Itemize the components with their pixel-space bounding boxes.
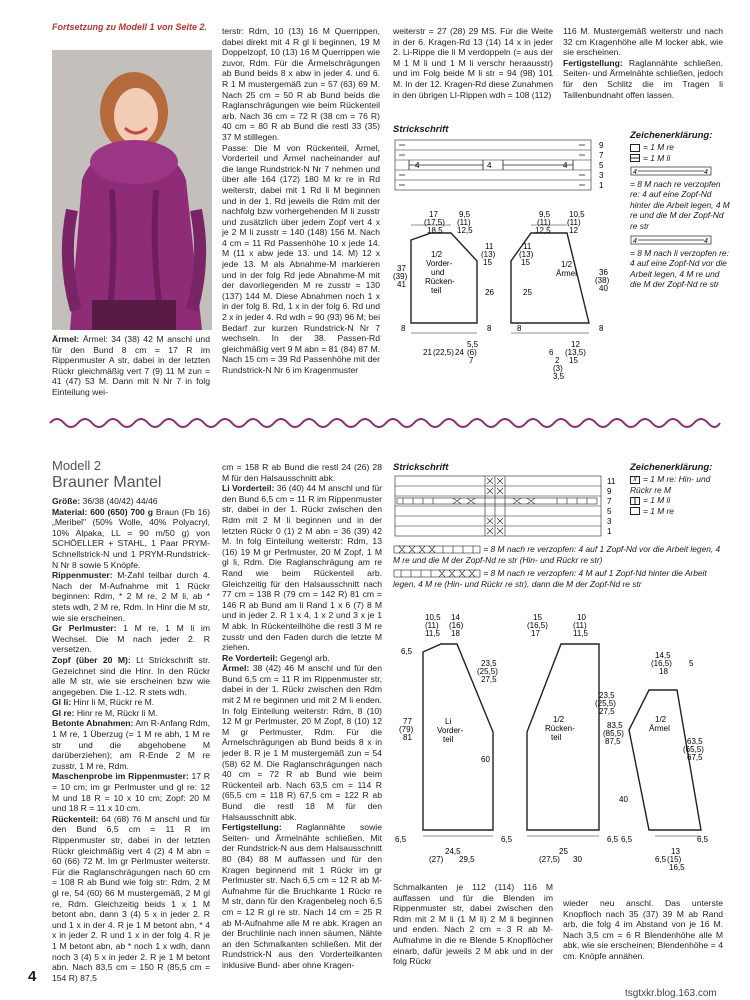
dim: 6,5 [395, 835, 407, 844]
dim: 63,5 [687, 737, 703, 746]
dim: (16,5) [527, 621, 548, 630]
model-photo [52, 50, 212, 330]
dim: 5,5 [467, 340, 479, 349]
paragraph-text: cm = 158 R ab Bund die restl 24 (26) 28 M für den Halsausschnitt abk. [222, 462, 382, 483]
dim: (85,5) [603, 729, 624, 738]
legend-label: = 1 M li [643, 152, 671, 163]
dim: (22,5) [433, 348, 454, 357]
dim: (25,5) [595, 699, 616, 708]
dim: 10 [577, 613, 586, 622]
paragraph-text: Hinr li M, Rückr re M. [71, 697, 155, 708]
paragraph-text: 36 (40) 44 M anschl und für den Bund 6,5 cm = 11 R im Rippenmuster str, dabei in der 1. Rückr zwischen den Rdm mit 2 M li beginnen und in der letzten Rückr 0 (1) 2 M abn = 36 (39) 42 M. In folg Einteilung weiterstr: Rdm, 13 (16) 19 M gr Perlmuster, 20 M Zopf, 1 M gl li, Rdm. Die Raglanschrägung am re Rand wie beim Rückenteil arb. Gleichzeitig für den Halsausschnitt nach 77 cm = 138 R (79 cm = 142 R) 81 cm = 146 R ab Bund am li Rand 1 x 6 (7) 8 M und in jeder 2. R 1 x 4, 1 x 2 und 3 x je 1 M abk. In Rückenteilhöhe die restl 3 M re zusstr und den Faden durch die letzte M ziehen. [222, 483, 382, 653]
dim: 7 [469, 356, 474, 365]
paragraph-text: M-Zahl teilbar durch 4. Nach der M-Aufnahme mit 1 Rückr beginnen: Rdm, * 2 M re, 2 M li, ab * stets wdh, 2 M re, Rdm. In Hinr die M str, wie sie erscheinen. [52, 570, 210, 623]
knit-symbol [630, 507, 640, 515]
paragraph-label: Ärmel: [222, 663, 250, 674]
dim: 8 [517, 324, 522, 333]
model2-col3-p: Schmalkanten je 112 (114) 116 M auffassen und für die Blenden im Rippenmuster str, dabei zwischen den Rdm mit 2 M li (1 M li) 2 M li beginnen und enden. Nach 2 cm = 3 R ab M-Aufnahme in die re Blende 5 Knopflöcher einarb, dafür jeweils 2 M abk und in der folg Rückr [393, 882, 553, 967]
zeichen1-legend [630, 142, 730, 290]
legend-label: = 1 M re [643, 142, 674, 152]
paragraph-text: 1 M re, 1 M li im Wechsel. Die M nach jeder 2. R versetzen. [52, 623, 210, 655]
model1-col4-p2 [563, 58, 723, 100]
paragraph [52, 814, 210, 984]
model2-col4-bottom [563, 898, 723, 962]
piece-label: 1/2 [561, 260, 573, 269]
paragraph-text: Hinr re M, Rückr li M. [74, 707, 158, 718]
dim: 10,5 [425, 613, 441, 622]
schematic2 [393, 610, 723, 872]
model1-col2 [222, 26, 380, 376]
dim: 25 [559, 847, 568, 856]
dim: 23,5 [599, 691, 615, 700]
legend-item [630, 142, 730, 153]
paragraph [222, 653, 382, 664]
model1-sleeve-text [52, 334, 210, 398]
row-number: 5 [599, 161, 604, 170]
paragraph-text: 36/38 (40/42) 44/46 [80, 496, 158, 506]
dim: (25,5) [477, 667, 498, 676]
dim: 11 [523, 242, 532, 251]
paragraph-text: 64 (68) 76 M anschl und für den Bund 6,5 cm = 11 R im Rippenmuster str, dabei in der letzten Rückr gleichmäßig vert 4 (2) 4 M abn = 60 (66) 72 M. Im gr Perlmuster weiterstr. Für die Raglanschrägungen nach 60 cm = 108 R ab Bund wie folg str: Rdm, 2 M gl re, 54 (60) 66 M mustergemäß, 2 M gl re, Rdm. Gleichzeitig beids 1 x 1 M betont abn, dann 3 (4) 5 x in jeder 2. R und 1 x in der 4. R je 1 M betont abn, * 4 x in jeder 2. R und 1 x in der folg 4. R je 1 M betont abn, ab * noch 1 x wdh, dann noch 3 (4) 5 x in jeder 2. R je 1 M betont abn. Nach 83,5 cm = 150 R (85,5 cm = 154 R) 87,5 [52, 813, 210, 983]
row-number: 7 [607, 497, 612, 506]
paragraph-label: Maschenprobe im Rippenmuster: [52, 771, 189, 782]
dim: 6,5 [655, 855, 667, 864]
strickschrift1-title: Strickschrift [393, 124, 449, 135]
dim: 12 [569, 226, 578, 235]
dim: 81 [403, 733, 412, 742]
purl-symbol [630, 154, 640, 162]
dim: 21 [423, 348, 432, 357]
paragraph-label: Zopf (über 20 M): [52, 654, 131, 665]
paragraph-text: Raglannähte sowie Seiten- und Ärmelnähte schließen. Mit der Rundstrick-N aus dem Halsausschnitt 80 (84) 88 M auffassen und für den Kragen beginnend mit 1 Rückr im gr Perlmuster str. Nach 6,5 cm = 12 R ab M-Aufnahme für die Bruchkante 1 Rückr re M str, dann für den Kragenbeleg noch 6,5 cm = 12 R gl re str. Nach 14 cm = 25 R ab M-Aufnahme alle M re abk. Kragen an der Bruchlinie nach innen säumen, Nähte an den Schmalkanten schließen. Mit der Rundstrick-N aus den Vorderteilkanten inklusive Bund- aber ohne Kragen- [222, 822, 382, 970]
dim: 6 [549, 348, 554, 357]
dim: 40 [599, 284, 608, 293]
piece-label: 1/2 [553, 715, 565, 724]
row-number: 9 [599, 141, 604, 150]
dim: 41 [397, 280, 406, 289]
dim: 12 [571, 340, 580, 349]
paragraph-label: Gl li: [52, 697, 72, 708]
paragraph-text: Gegengl arb. [277, 652, 330, 663]
dim: 40 [619, 795, 628, 804]
piece-label: Rücken- [425, 277, 455, 286]
row-number: 5 [607, 507, 612, 516]
label: Ärmel: [52, 334, 80, 344]
dim: (27) [429, 855, 444, 864]
dim: 13 [671, 847, 680, 856]
paragraph-label: Fertigstellung: [222, 822, 282, 833]
dim: 87,5 [605, 737, 621, 746]
row-number: 1 [599, 181, 604, 190]
piece-label: Rücken- [545, 724, 575, 733]
dim: (16) [449, 621, 464, 630]
dim: (17,5) [424, 218, 445, 227]
model1-col2-p2 [222, 143, 380, 376]
legend-item [630, 495, 730, 506]
dim: (11) [457, 218, 471, 227]
paragraph-label: Größe: [52, 496, 81, 506]
paragraph [52, 708, 210, 719]
page-number: 4 [28, 968, 37, 985]
dim: (11) [425, 621, 439, 630]
dim: 15 [521, 258, 530, 267]
dim: 9,5 [539, 210, 551, 219]
dim: 8 [599, 324, 604, 333]
dim: 12,5 [535, 226, 551, 235]
piece-label: teil [551, 733, 562, 742]
model1-col4 [563, 26, 723, 100]
dim: (39) [393, 272, 408, 281]
cable-num: 4 [704, 238, 708, 245]
model1-col4-p: 116 M. Mustergemäß weiterstr und nach 32 cm Kragenhöhe alle M locker abk, wie sie erscheinen. [563, 26, 723, 58]
paragraph [222, 663, 382, 822]
zeichen1-title: Zeichenerklärung: [630, 130, 713, 141]
piece-label: 1/2 [655, 715, 667, 724]
dim: 15 [483, 258, 492, 267]
model2-col2 [222, 462, 382, 971]
dim: 67,5 [687, 753, 703, 762]
dim: (13,5) [565, 348, 586, 357]
model1-col3 [393, 26, 553, 100]
cable1-desc: = 8 M nach re verzopfen: 4 auf 1 Zopf-Nd vor die Arbeit legen, 4 M re und die M der Zopf-Nd re str (Hin- und Rückr re str) [393, 544, 721, 565]
zeichen2-legend [630, 474, 730, 516]
dim: 6,5 [401, 647, 413, 656]
legend-item [630, 506, 730, 517]
row-number: 3 [607, 517, 612, 526]
dim: 10,5 [569, 210, 585, 219]
dim: 83,5 [607, 721, 623, 730]
piece-label: Ärmel [649, 724, 670, 733]
piece-label: Li [445, 717, 452, 726]
dim: (11) [567, 218, 581, 227]
dim: 8 [401, 324, 406, 333]
dim: (3) [553, 364, 563, 373]
continued-note: Fortsetzung zu Modell 1 von Seite 2. [52, 22, 208, 32]
dim: 14,5 [655, 651, 671, 660]
dim: 14 [451, 613, 460, 622]
cable-symbol [393, 545, 481, 554]
dim: 17 [429, 210, 438, 219]
dim: 12,5 [457, 226, 473, 235]
cable1-desc: = 8 M nach re verzopfen re: 4 auf eine Zopf-Nd hinter die Arbeit legen, 4 M re und die M der Zopf-Nd re str [630, 178, 730, 231]
dim: 18 [659, 667, 668, 676]
dim: 25 [523, 288, 532, 297]
purl-symbol [630, 497, 640, 505]
model1-col1: Ärmel: 34 (38) 42 M anschl und für den Bund 8 cm = 17 R im Rippenmuster A str, dabei in der letzten Rückr gleichmäßig vert 7 (9) 11 M zun = 41 (47) 53 M. Dann mit N Nr 7 in folg Einteilung wei- [52, 334, 210, 397]
paragraph [52, 771, 210, 813]
model2-label: Modell 2 [52, 458, 102, 473]
paragraph-label: Re Vorderteil: [222, 652, 278, 663]
dim: 37 [397, 264, 406, 273]
dim: (13) [481, 250, 496, 259]
row-number: 1 [607, 527, 612, 536]
paragraph [52, 718, 210, 771]
row-number: 9 [607, 487, 612, 496]
piece-label: teil [443, 735, 454, 744]
dim: 6,5 [697, 835, 709, 844]
dim: 29,5 [459, 855, 475, 864]
dim: 6,5 [621, 835, 633, 844]
piece-label: Ärmel [556, 269, 577, 278]
dim: (79) [399, 725, 414, 734]
paragraph [52, 623, 210, 655]
cable-symbol [630, 235, 730, 248]
dim: 6,5 [607, 835, 619, 844]
dim: 30 [573, 855, 582, 864]
paragraph [52, 697, 210, 708]
dim: 27,5 [599, 707, 615, 716]
cable-num: 4 [633, 169, 637, 176]
finishing-label: Fertigstellung: [563, 57, 623, 68]
wave-divider [50, 413, 720, 433]
dim: (27,5) [539, 855, 560, 864]
strickschrift2-legend [393, 544, 723, 589]
paragraph [52, 496, 210, 507]
cable2-desc: = 8 M nach li verzopfen re: 4 auf eine Zopf-Nd vor die Arbeit legen, 4 M re und die M der Zopf-Nd re str [630, 247, 729, 289]
dim: 2 [555, 356, 560, 365]
paragraph-text: Lt Strickschrift str. Gezeichnet sind die Hinr. In den Rückr alle M str, wie sie erscheinen bzw wie angegeben. Die 1.-12. R stets wdh. [52, 654, 210, 697]
paragraph [222, 822, 382, 970]
strickschrift1-chart [393, 138, 618, 194]
schematic1 [393, 205, 623, 390]
piece-label: und [431, 268, 445, 277]
dim: 18,5 [427, 226, 443, 235]
paragraph [52, 655, 210, 697]
legend-label: = 1 M re [643, 505, 674, 516]
paragraph [222, 483, 382, 653]
model1-col2b: Passe: Die M von Rückenteil, Ärmel, Vorderteil und Ärmel nacheinander auf die lange Rundstrick-N Nr 7 nehmen und über alle 164 (172) 180 M kr re in Rd weiterstr, dabei mit 1 Rd li M beginnen und in der 1. Rd jeweils die Rdm mit der nachfolg bzw vorhergehenden M li zusstr und zusätzlich über jedem Zopf vert 4 x je 2 M li zusstr = 140 (148) 156 M. Nach 4 cm = 11 Rd Passenhöhe 10 x jede 14. M (11 x abw jede 13. und 14. M) 12 x jede 13. M als Abnahme-M markieren und in der folg Rd jede Abnahme-M mit der davorliegenden M re zusstr = 130 (137) 144 M. Diese Abnahmen noch 1 x in der folg 8. Rd, 1 x in der folg 6. Rd und 2 x in jeder 4. Rd wdh = 90 (93) 96 M; bei Bedarf zur kurzen Rundstrick-N Nr 7 wechseln. In der 38. Passen-Rd gleichmäßig vert 9 M abn = 81 (84) 87 M. Nach 15 cm = 39 Rd Passenhöhe mit der Rundstrick-N Nr 6 im Kragenmuster [222, 142, 380, 375]
piece-label: teil [431, 286, 442, 295]
dim: 5 [689, 659, 694, 668]
dim: (38) [595, 276, 610, 285]
paragraph-label: Li Vorderteil: [222, 483, 275, 494]
model1-col3-p: weiterstr = 27 (28) 29 MS. Für die Weite in der 6. Kragen-Rd 13 (14) 14 x in jeder 2. Li-Rippe die li M verdoppeln (= aus der M 1 M li und 1 M li verschr heraausstr) und im Folg beide M li str = 94 (98) 101 M. In der 12. Kragen-Rd diese Zunahmen in den übrigen LI-Rippen wdh = 108 (112) [393, 26, 553, 100]
paragraph-label: Material: 600 (650) 700 g [52, 506, 153, 517]
legend-item [630, 474, 730, 495]
dim: 24 [455, 348, 464, 357]
piece-label: Vorder- [426, 259, 453, 268]
dim: 15 [569, 356, 578, 365]
legend-label: = 1 M li [643, 495, 671, 505]
cable-symbol [393, 569, 481, 578]
model2-col4-p: wieder neu anschl. Das unterste Knopfloch nach 35 (37) 39 M ab Rand arb, die folg 4 im Abstand von je 16 M. Nach 3,5 cm = 6 R Blendenhöhe alle M abk, wie sie erscheinen; Blendenhöhe = 4 cm. Knöpfe annähen. [563, 898, 723, 961]
cable-number: 4 [487, 161, 492, 170]
dim: 8 [487, 324, 492, 333]
dim: 77 [403, 717, 412, 726]
paragraph-label: Gr Perlmuster: [52, 623, 117, 634]
dim: 18 [451, 629, 460, 638]
cable-number: 4 [415, 161, 420, 170]
paragraph-text: Braun (Fb 16) „Meribel" (50% Wolle, 40% Polyacryl, 10% Alpaka, LL = 90 m/50 g) von SCHÖELLER + STAHL, 1 Paar PRYM-Schnellstrick-N und 1 PRYM-Rundstrick-N Nr 8 sowie 5 Knöpfe. [52, 506, 210, 570]
dim: (6) [467, 348, 477, 357]
dim: 9,5 [459, 210, 471, 219]
dim: 27,5 [481, 675, 497, 684]
dim: (11) [537, 218, 551, 227]
paragraph [222, 462, 382, 483]
finishing-text: Raglannähte schließen. Seiten- und Ärmelnähte schließen, jedoch für den Schlitz die im Tragen li Taillenbundnaht offen lassen. [563, 57, 723, 100]
model1-col2-p1: terstr: Rdm, 10 (13) 16 M Querrippen, dabei direkt mit 4 R gl li beginnen, 19 M Doppelzopf, 10 (13) 16 M Querrippen wie zuvor, Rdm. Für die Ärmelschrägungen ab Bund beids 8 x abw in jeder 4. und 6. R 1 M mustergemäß zun = 57 (63) 69 M. Nach 25 cm = 50 R ab Bund beids die Raglanschrägungen wie beim Rückenteil arb. Nach 36 cm = 72 R (38 cm = 76 R) 40 cm = 80 R ab Bund die restl 33 (35) 37 M stilllegen. [222, 26, 380, 142]
paragraph-text: 17 R = 10 cm; im gr Perlmuster und gl re: 12 M und 18 R = 10 x 10 cm; Zopf: 20 M und 18 R = 11 x 10 cm. [52, 771, 211, 814]
dim: 60 [481, 755, 490, 764]
dim: 11,5 [425, 629, 440, 638]
strickschrift2-chart [393, 474, 623, 542]
dim: 15 [533, 613, 542, 622]
legend-label: = 1 M re: Hin- und Rückr re M [630, 474, 711, 495]
paragraph-label: Betonte Abnahmen: [52, 718, 134, 729]
row-number: 3 [599, 171, 604, 180]
legend-item [630, 153, 730, 164]
cable-symbol [630, 166, 730, 179]
cable-number: 4 [563, 161, 568, 170]
model2-col1 [52, 496, 210, 983]
model2-name: Brauner Mantel [52, 474, 162, 491]
dim: (15) [667, 855, 682, 864]
paragraph-text: 38 (42) 46 M anschl und für den Bund 6,5 cm = 11 R im Rippenmuster str, dabei in der 1. Rückr zwischen den Rdm mit 2 M re beginnen und mit 2 M li enden. In folg Einteilung weiterstr: Rdm, 8 (10) 12 M gr Perlmuster, 20 M Zopf, 8 (10) 12 M gr Perlmuster, Rdm. Für die Ärmelschrägungen ab Bund beids 8 x in jeder 8. R je 1 M mustergemäß zun = 54 (58) 62 M. Die Raglanschrägungen nach 40 cm = 72 R ab Bund wie beim Rückenteil arb. Nach 63,5 cm = 114 R (65,5 cm = 118 R) 67,5 cm = 122 R ab Bund die restl 18 M für den Halsausschnitt abk. [222, 663, 382, 822]
strickschrift2-title: Strickschrift [393, 462, 449, 473]
dim: 24,5 [445, 847, 461, 856]
paragraph-text: Am R-Anfang Rdm, 1 M re, 1 Überzug (= 1 M re abh, 1 M re str und die abgehobene M darüberziehen); am R-Ende 2 M re zusstr, 1 M re, Rdm. [52, 718, 210, 771]
dim: 11 [485, 242, 494, 251]
dim: 6,5 [501, 835, 513, 844]
dim: (11) [573, 621, 587, 630]
cable2-desc: = 8 M nach re verzopfen: 4 M auf 1 Zopf-Nd hinter die Arbeit legen, 4 M re (Hin- und Rückr re str), dann die M der Zopf-Nd re str [393, 568, 707, 589]
zeichen2-title: Zeichenerklärung: [630, 462, 713, 473]
paragraph [52, 570, 210, 623]
x-symbol: x [630, 476, 640, 484]
dim: 17 [531, 629, 540, 638]
paragraph-label: Rippenmuster: [52, 570, 113, 581]
dim: 23,5 [481, 659, 497, 668]
cable-legend-1 [393, 544, 723, 565]
cable-legend-2 [393, 568, 723, 589]
cable-num: 4 [633, 238, 637, 245]
dim: (16,5) [651, 659, 672, 668]
row-number: 11 [607, 477, 616, 486]
knit-symbol [630, 144, 640, 152]
row-number: 7 [599, 151, 604, 160]
dim: 26 [485, 288, 494, 297]
piece-label: Vorder- [437, 726, 464, 735]
paragraph-label: Rückenteil: [52, 813, 99, 824]
paragraph-label: Gl re: [52, 707, 75, 718]
cable-num: 4 [704, 169, 708, 176]
paragraph [52, 507, 210, 571]
dim: 3,5 [553, 372, 565, 381]
dim: 11,5 [573, 629, 588, 638]
model2-col3-bottom [393, 882, 553, 967]
dim: (65,5) [683, 745, 704, 754]
dim: (13) [519, 250, 534, 259]
dim: 36 [599, 268, 608, 277]
footer-url: tsgtxkr.blog.163.com [625, 988, 717, 999]
dim: 16,5 [669, 863, 685, 872]
piece-label: 1/2 [431, 250, 443, 259]
